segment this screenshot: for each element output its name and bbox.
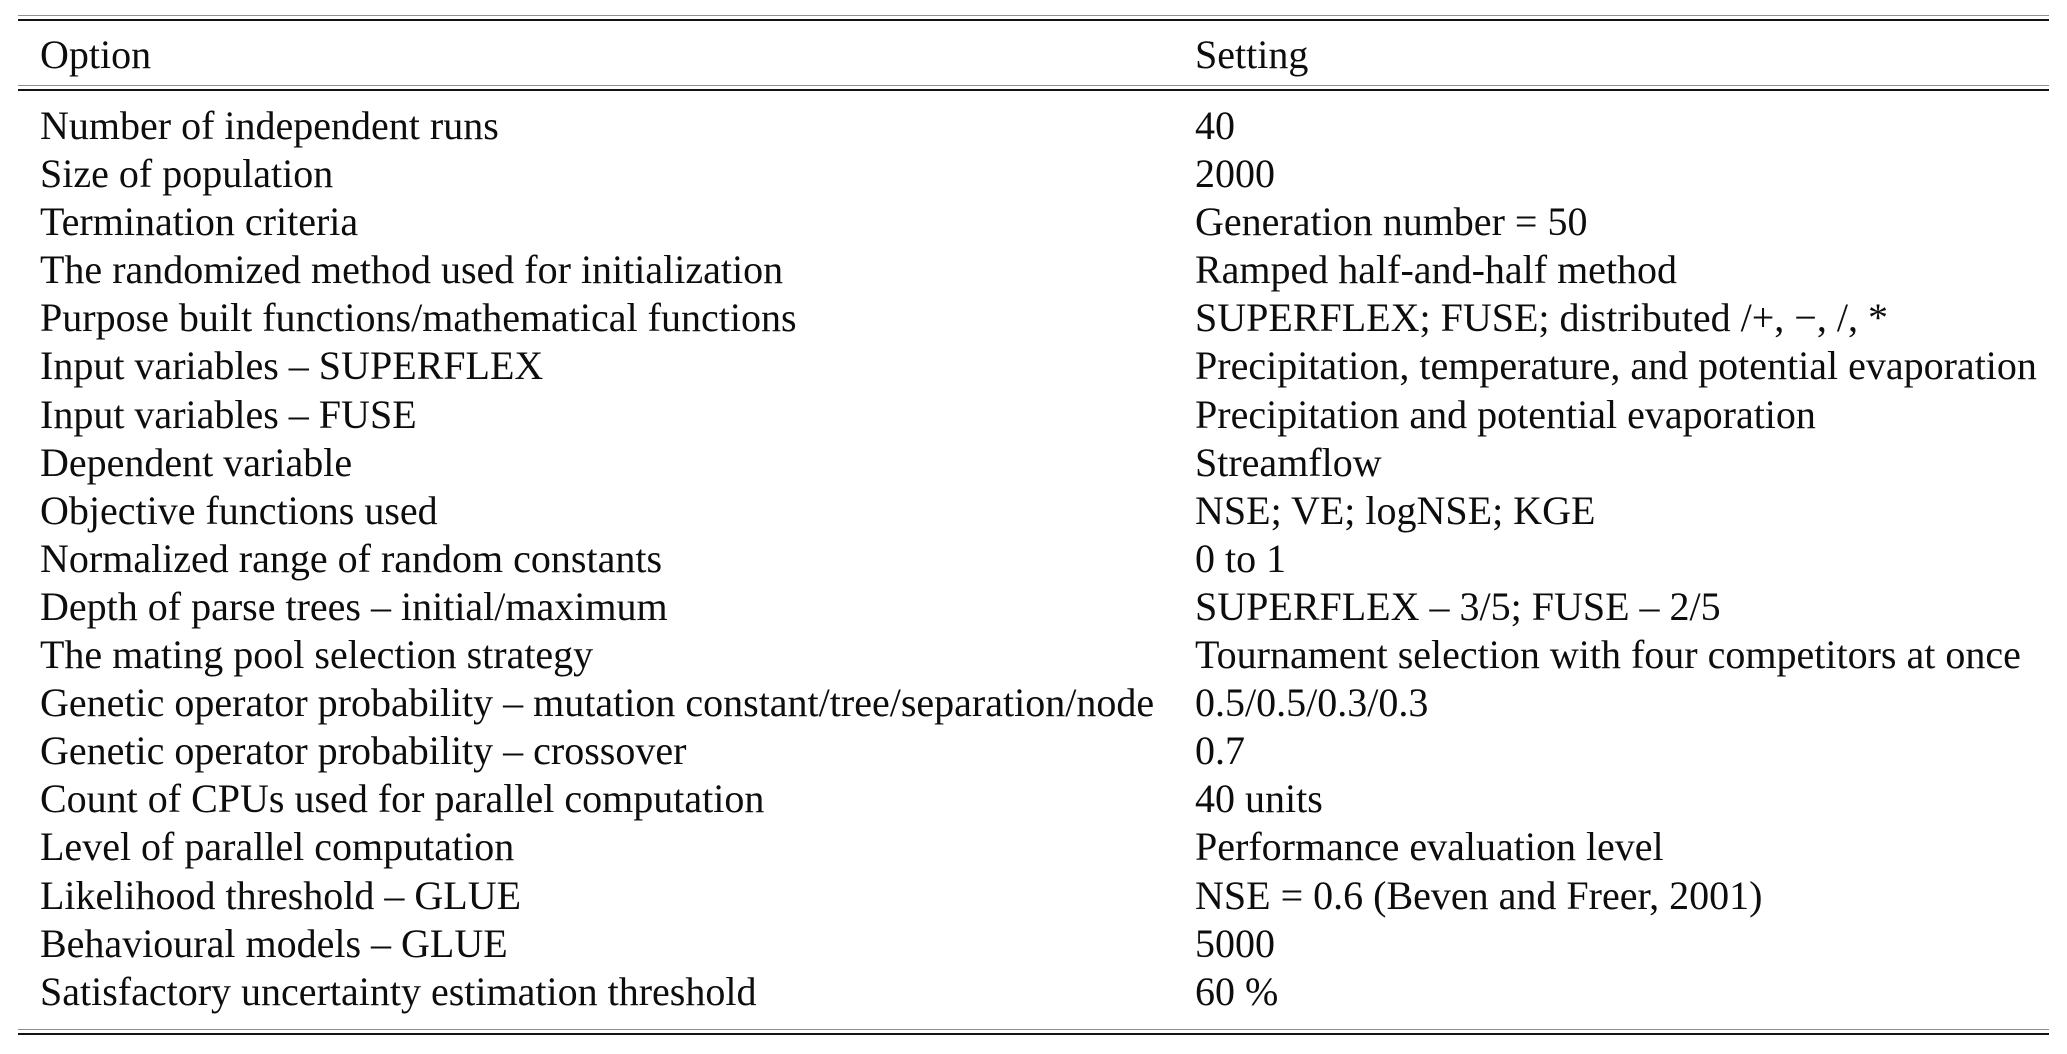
setting-cell: Ramped half-and-half method — [1195, 247, 1678, 293]
table-row — [18, 583, 2049, 631]
setting-cell: NSE; VE; logNSE; KGE — [1195, 487, 1596, 533]
column-header-setting: Setting — [1195, 31, 1309, 77]
setting-cell: Generation number = 50 — [1195, 199, 1588, 245]
option-cell: Normalized range of random constants — [40, 535, 663, 581]
table-row — [18, 487, 2049, 535]
table-row — [18, 294, 2049, 342]
option-cell: Count of CPUs used for parallel computation — [40, 776, 765, 822]
setting-cell: SUPERFLEX; FUSE; distributed /+, −, /, * — [1195, 295, 1888, 341]
setting-cell: SUPERFLEX – 3/5; FUSE – 2/5 — [1195, 583, 1721, 629]
option-cell: Level of parallel computation — [40, 824, 515, 870]
setting-cell: 40 — [1195, 103, 1235, 148]
table-header-rule — [18, 85, 2049, 91]
table-row — [18, 775, 2049, 823]
table-rows — [18, 102, 2049, 1016]
setting-cell: Precipitation and potential evaporation — [1195, 391, 1816, 437]
option-cell: Behavioural models – GLUE — [40, 920, 508, 966]
option-cell: Objective functions used — [40, 487, 438, 533]
setting-cell: 60 % — [1195, 968, 1279, 1014]
table-row — [18, 872, 2049, 920]
column-header-option: Option — [40, 31, 152, 77]
option-cell: Input variables – FUSE — [40, 391, 417, 437]
option-cell: Size of population — [40, 151, 334, 197]
table-row — [18, 535, 2049, 583]
table-row — [18, 679, 2049, 727]
table-row — [18, 150, 2049, 198]
table-row — [18, 920, 2049, 968]
setting-cell: 2000 — [1195, 151, 1275, 197]
option-cell: Termination criteria — [40, 199, 359, 245]
option-cell: Genetic operator probability – crossover — [40, 728, 687, 774]
option-cell: Likelihood threshold – GLUE — [40, 872, 522, 918]
option-cell: The mating pool selection strategy — [40, 632, 594, 678]
option-cell: Input variables – SUPERFLEX — [40, 343, 544, 389]
table-top-rule — [18, 15, 2049, 21]
setting-cell: 0.7 — [1195, 728, 1245, 774]
table-row — [18, 439, 2049, 487]
option-cell: The randomized method used for initialization — [40, 247, 784, 293]
option-cell: Satisfactory uncertainty estimation threshold — [40, 968, 757, 1014]
table-row — [18, 631, 2049, 679]
option-cell: Purpose built functions/mathematical functions — [40, 295, 797, 341]
table-row — [18, 198, 2049, 246]
setting-cell: Tournament selection with four competitors at once — [1195, 632, 2021, 678]
setting-cell: Precipitation, temperature, and potential evaporation — [1195, 343, 2037, 389]
table-row — [18, 246, 2049, 294]
setting-cell: NSE = 0.6 (Beven and Freer, 2001) — [1195, 872, 1763, 918]
setting-cell: Streamflow — [1195, 439, 1382, 485]
setting-cell: 0 to 1 — [1195, 535, 1287, 581]
option-cell: Dependent variable — [40, 439, 353, 485]
table-row — [18, 342, 2049, 390]
option-cell: Number of independent runs — [40, 103, 499, 148]
table-row — [18, 727, 2049, 775]
setting-cell: Performance evaluation level — [1195, 824, 1664, 870]
setting-cell: 5000 — [1195, 920, 1275, 966]
setting-cell: 40 units — [1195, 776, 1323, 822]
table-row — [18, 823, 2049, 871]
option-cell: Depth of parse trees – initial/maximum — [40, 583, 668, 629]
table-bottom-rule — [18, 1029, 2049, 1035]
table-row — [18, 102, 2049, 150]
table-header-row — [18, 24, 2049, 84]
setting-cell: 0.5/0.5/0.3/0.3 — [1195, 680, 1429, 726]
table-row — [18, 968, 2049, 1016]
option-cell: Genetic operator probability – mutation constant/tree/separation/node — [40, 680, 1155, 726]
table-row — [18, 391, 2049, 439]
